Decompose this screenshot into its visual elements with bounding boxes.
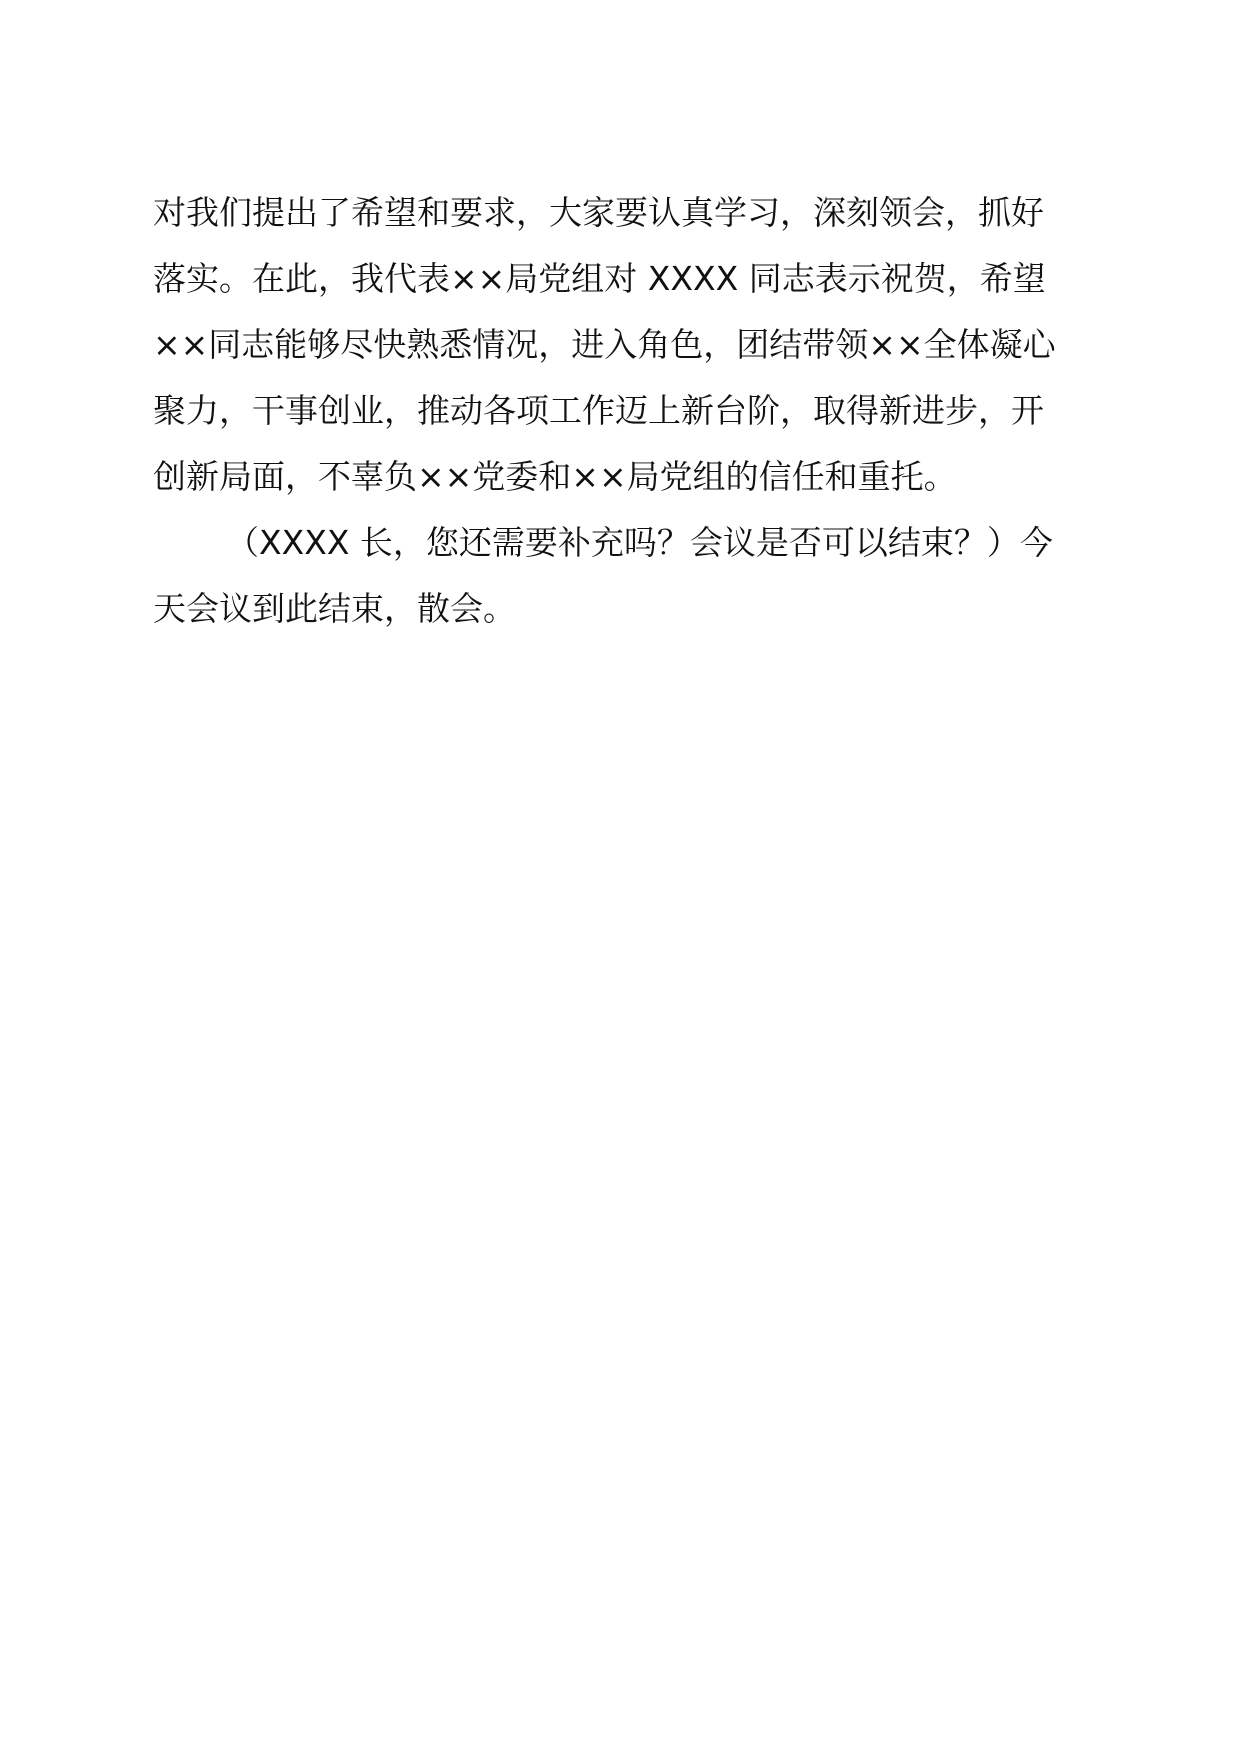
paragraph-line: 聚力，干事创业，推动各项工作迈上新台阶，取得新进步，开 — [153, 391, 1044, 430]
paragraph-line: 创新局面，不辜负××党委和××局党组的信任和重托。 — [153, 457, 957, 496]
paragraph-line: （XXXX 长，您还需要补充吗？会议是否可以结束？）今 — [226, 523, 1053, 562]
body-text — [153, 180, 1083, 642]
paragraph-line: ××同志能够尽快熟悉情况，进入角色，团结带领××全体凝心 — [153, 325, 1056, 364]
paragraph-line: 天会议到此结束，散会。 — [153, 589, 516, 628]
paragraph-line: 对我们提出了希望和要求，大家要认真学习，深刻领会，抓好 — [153, 193, 1044, 232]
paragraph-line: 落实。在此，我代表××局党组对 XXXX 同志表示祝贺，希望 — [153, 259, 1046, 298]
